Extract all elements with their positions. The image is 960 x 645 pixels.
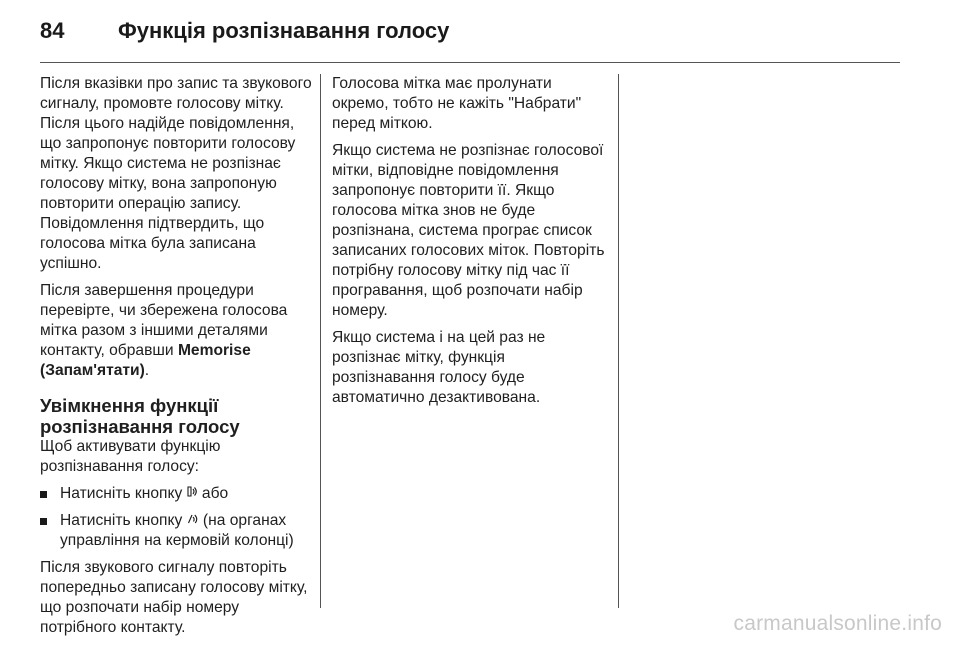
column-divider [320, 74, 321, 608]
memorise-option-label: Memorise (Запам'ятати) [40, 342, 251, 379]
steering-voice-button-icon [187, 511, 199, 531]
bullet-square-icon [40, 518, 47, 525]
list-item [40, 484, 312, 504]
page-title: Функція розпізнавання голосу [118, 18, 450, 43]
column-left [40, 74, 312, 645]
bullet-end: або [197, 485, 229, 502]
voice-button-icon [187, 484, 198, 504]
list-item [40, 511, 312, 551]
paragraph-verify-text: Після завершення процедури перевірте, чи збережена голосова мітка разом з іншими деталями контакту, обравши [40, 282, 288, 359]
bullet-end: (на органах управління на кермовій колонці) [60, 512, 294, 549]
paragraph-verify-end: . [144, 362, 150, 379]
bullet-text: Натисніть кнопку [60, 512, 187, 529]
column-divider [618, 74, 619, 608]
section-heading: Увімкнення функції розпізнавання голосу [40, 395, 240, 437]
paragraph-record-instructions: Після вказівки про запис та звукового сигналу, промовте голосову мітку. Після цього надійде повідомлення, що запропонує повторити голосову мітку. Якщо система не розпізнає голосову мітку, вона запропоную повторити операцію запису. Повідомлення підтвердить, що голосова мітка була записана успішно. [40, 75, 312, 272]
bullet-text: Натисніть кнопку [60, 485, 187, 502]
paragraph-separate-tag: Голосова мітка має пролунати окремо, тобто не кажіть "Набрати" перед міткою. [332, 75, 582, 132]
page-header [40, 18, 900, 58]
paragraph-auto-deactivate: Якщо система і на цей раз не розпізнає мітку, функція розпізнавання голосу буде автоматично дезактивована. [332, 329, 546, 406]
paragraph-verify-memorise [40, 281, 312, 381]
paragraph-activate-intro: Щоб активувати функцію розпізнавання голосу: [40, 438, 221, 475]
paragraph-after-signal: Після звукового сигналу повторіть попередньо записану голосову мітку, що розпочати набір номеру потрібного контакту. [40, 559, 308, 636]
watermark: carmanualsonline.info [733, 612, 942, 635]
header-divider [40, 62, 900, 63]
bullet-square-icon [40, 491, 47, 498]
paragraph-not-recognised: Якщо система не розпізнає голосової мітки, відповідне повідомлення запропонує повторити її. Якщо голосова мітка знов не буде розпізнана, система програє список записаних голосових міток. Повторіть потрібну голосову мітку під час її програвання, щоб розпочати набір номеру. [332, 142, 605, 319]
page-number: 84 [40, 18, 65, 43]
column-right [332, 74, 608, 415]
